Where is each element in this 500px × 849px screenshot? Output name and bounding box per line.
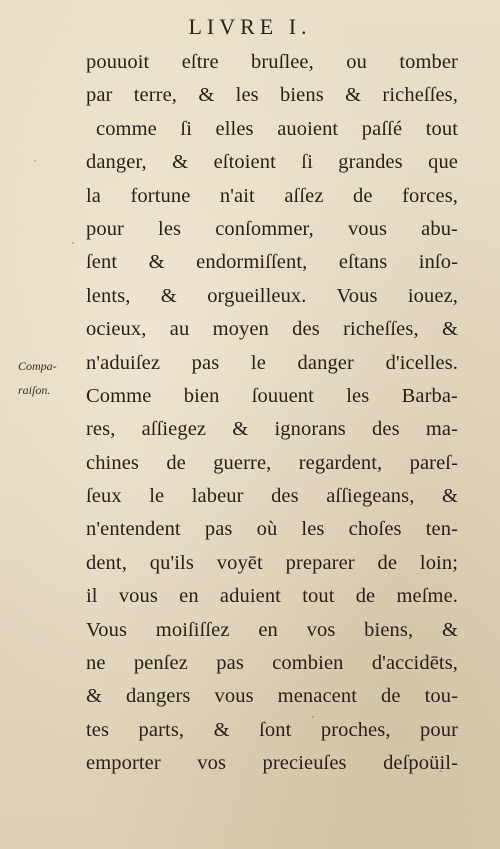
text-line: pour les conſommer, vous abu- bbox=[86, 217, 458, 240]
paper-speck bbox=[72, 242, 74, 244]
text-line: res, aſſiegez & ignorans des ma- bbox=[86, 418, 458, 441]
paper-speck bbox=[312, 716, 314, 718]
text-line: pouuoit eſtre bruſlee, ou tomber bbox=[86, 51, 458, 73]
text-line: lents, & orgueilleux. Vous iouez, bbox=[86, 284, 458, 307]
text-line: danger, & eſtoient ſi grandes que bbox=[86, 151, 458, 174]
text-line: Vous moiſiſſez en vos biens, & bbox=[86, 618, 458, 641]
running-head: LIVRE I. bbox=[188, 14, 312, 39]
margin-note-line: raiſon. bbox=[18, 383, 51, 397]
text-line: chines de guerre, regardent, pareſ- bbox=[86, 451, 458, 474]
text-line: par terre, & les biens & richeſſes, bbox=[86, 84, 458, 107]
text-line: n'entendent pas où les choſes ten- bbox=[86, 518, 458, 541]
text-line: ne penſez pas combien d'accidēts, bbox=[86, 652, 458, 675]
text-line: tes parts, & ſont proches, pour bbox=[86, 718, 458, 741]
text-line: Comme bien ſouuent les Barba- bbox=[86, 384, 458, 407]
paper-speck bbox=[440, 770, 442, 772]
text-line: n'aduiſez pas le danger d'icelles. bbox=[86, 351, 458, 374]
body-text bbox=[86, 46, 458, 781]
text-line: il vous en aduient tout de meſme. bbox=[86, 585, 458, 608]
margin-note bbox=[18, 354, 80, 402]
text-line: emporter vos precieuſes deſpoüil- bbox=[86, 752, 458, 775]
text-line: & dangers vous menacent de tou- bbox=[86, 685, 458, 708]
text-line: dent, qu'ils voyēt preparer de loin; bbox=[86, 551, 458, 574]
text-line: ocieux, au moyen des richeſſes, & bbox=[86, 318, 458, 341]
text-line: la fortune n'ait aſſez de forces, bbox=[86, 184, 458, 207]
text-line: ſeux le labeur des aſſiegeans, & bbox=[86, 485, 458, 508]
text-line: comme ſi elles auoient paſſé tout bbox=[96, 117, 458, 140]
margin-note-line: Compa- bbox=[18, 359, 57, 373]
text-line: ſent & endormiſſent, eſtans inſo- bbox=[86, 251, 458, 274]
paper-speck bbox=[34, 160, 36, 162]
